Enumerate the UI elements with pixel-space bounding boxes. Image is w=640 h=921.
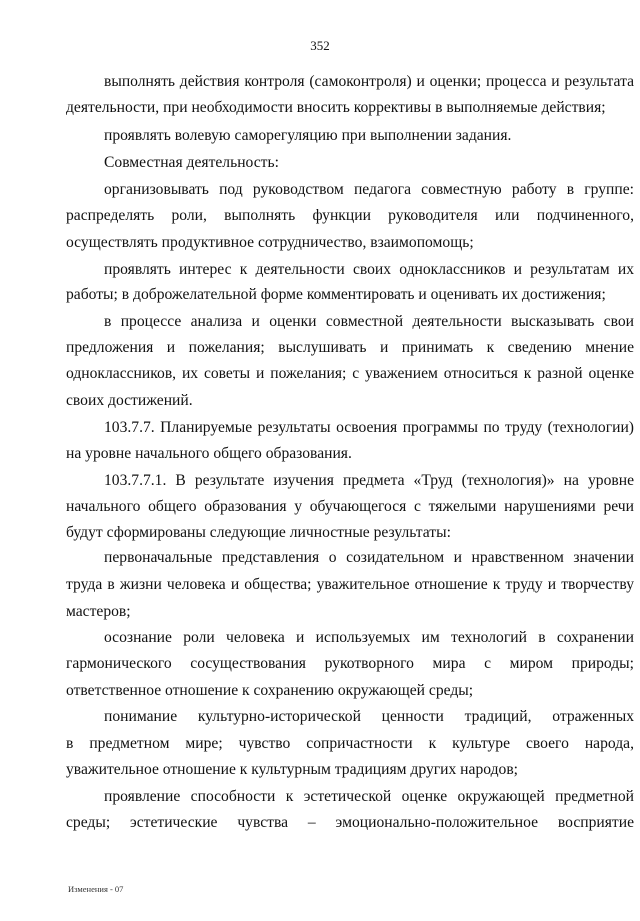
text-line: ответственное отношение к сохранению окружающей среды;	[66, 682, 474, 699]
text-line: предложения и пожелания; выслушивать и принимать к сведению мнение	[66, 339, 634, 356]
text-line: проявлять интерес к деятельности своих одноклассников и результатам их	[104, 261, 634, 278]
text-line: уважительное отношение к культурным традициям других народов;	[66, 761, 519, 778]
text-line: 103.7.7. Планируемые результаты освоения программы по труду (технологии)	[104, 419, 634, 436]
text-line: выполнять действия контроля (самоконтроля) и оценки; процесса и результата	[104, 73, 634, 90]
text-line: гармонического сосуществования рукотворного мира с миром природы;	[66, 655, 634, 672]
text-line: распределять роли, выполнять функции руководителя или подчиненного,	[66, 207, 634, 224]
text-line: в процессе анализа и оценки совместной деятельности высказывать свои	[104, 313, 634, 330]
text-line: осуществлять продуктивное сотрудничество, взаимопомощь;	[66, 234, 474, 251]
footer-revision: Изменения - 07	[68, 884, 124, 894]
text-line: проявлять волевую саморегуляцию при выполнении задания.	[104, 127, 512, 144]
text-line: осознание роли человека и используемых им технологий в сохранении	[104, 629, 634, 646]
text-line: будут сформированы следующие личностные результаты:	[66, 524, 451, 541]
text-line: проявление способности к эстетической оценке окружающей предметной	[104, 788, 634, 805]
text-line: понимание культурно-исторической ценности традиций, отраженных	[104, 708, 634, 725]
text-line: организовывать под руководством педагога совместную работу в группе:	[104, 181, 634, 198]
text-line: на уровне начального общего образования.	[66, 445, 352, 462]
page-number: 352	[310, 38, 330, 53]
text-line: своих достижений.	[66, 392, 193, 409]
text-line: труда в жизни человека и общества; уважительное отношение к труду и творчеству	[66, 576, 634, 593]
text-line: 103.7.7.1. В результате изучения предмета «Труд (технология)» на уровне	[104, 472, 634, 489]
text-line: среды; эстетические чувства – эмоционально-положительное восприятие	[66, 814, 634, 831]
text-line: Совместная деятельность:	[104, 154, 279, 171]
text-line: работы; в доброжелательной форме комментировать и оценивать их достижения;	[66, 286, 606, 303]
text-line: первоначальные представления о созидательном и нравственном значении	[104, 549, 634, 566]
text-line: в предметном мире; чувство сопричастности к культуре своего народа,	[66, 735, 634, 752]
text-line: начального общего образования у обучающегося с тяжелыми нарушениями речи	[66, 498, 634, 515]
text-line: мастеров;	[66, 603, 131, 620]
text-line: одноклассников, их советы и пожелания; с уважением относиться к разной оценке	[66, 365, 634, 382]
text-line: деятельности, при необходимости вносить коррективы в выполняемые действия;	[66, 99, 606, 116]
